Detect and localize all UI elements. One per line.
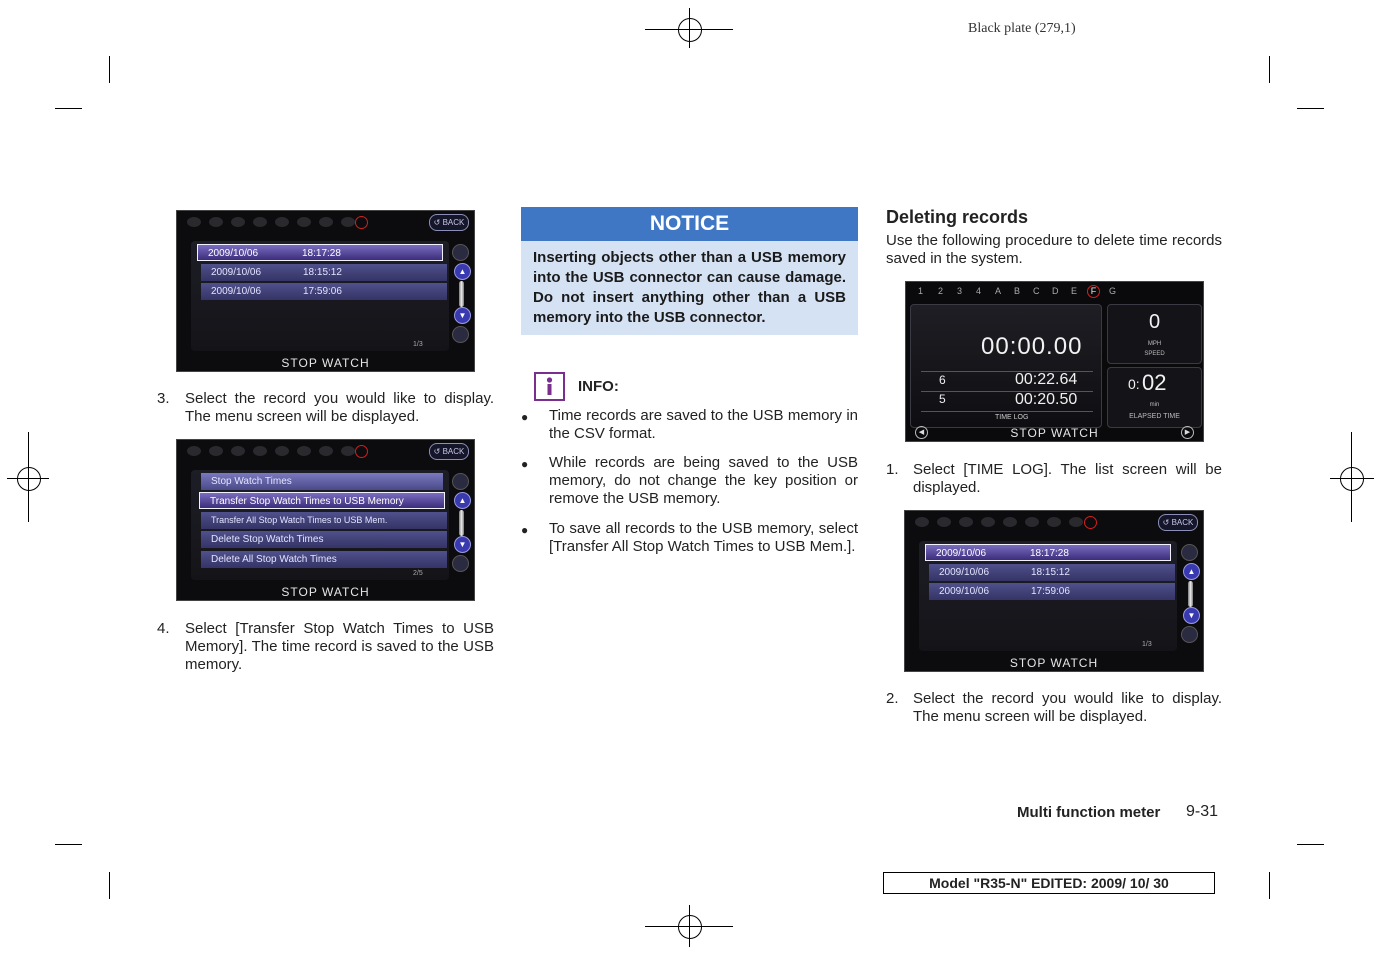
active-indicator-icon bbox=[1084, 516, 1097, 529]
scrollbar[interactable] bbox=[459, 281, 464, 307]
scroll-up-icon[interactable]: ▲ bbox=[454, 263, 471, 280]
elapsed-label: ELAPSED TIME bbox=[1129, 413, 1180, 420]
elapsed-panel bbox=[1107, 367, 1202, 428]
scroll-down-icon[interactable]: ▼ bbox=[454, 536, 471, 553]
speed-label: SPEED bbox=[1144, 351, 1165, 357]
timer-panel[interactable] bbox=[910, 304, 1102, 428]
menu-item[interactable]: Delete All Stop Watch Times bbox=[201, 551, 447, 568]
top-icon[interactable] bbox=[452, 473, 469, 490]
screen-title: STOP WATCH bbox=[281, 356, 370, 370]
info-icon bbox=[534, 372, 565, 401]
record-row[interactable]: 2009/10/06 18:17:28 bbox=[925, 544, 1171, 561]
page-number: 9-31 bbox=[1186, 803, 1219, 820]
screen-title: STOP WATCH bbox=[1009, 656, 1099, 670]
top-icon[interactable] bbox=[1181, 544, 1198, 561]
back-button[interactable]: ↺ BACK bbox=[429, 214, 469, 231]
scroll-up-icon[interactable]: ▲ bbox=[1183, 563, 1200, 580]
scroll-down-icon[interactable]: ▼ bbox=[1183, 607, 1200, 624]
page-indicator: 1/3 bbox=[413, 341, 423, 348]
prev-icon[interactable]: ◀ bbox=[915, 426, 928, 439]
info-bullet: To save all records to the USB memory, select [Transfer All Stop Watch Times to USB Mem.]. bbox=[549, 520, 858, 555]
step-3-text: Select the record you would like to display. The menu screen will be displayed. bbox=[185, 390, 494, 425]
screen-record-list-2 bbox=[904, 510, 1204, 672]
step-number: 3. bbox=[157, 390, 170, 407]
record-row[interactable]: 2009/10/06 17:59:06 bbox=[929, 583, 1175, 600]
step-4-text: Select [Transfer Stop Watch Times to USB Memory]. The time record is saved to the USB memory. bbox=[185, 620, 494, 673]
elapsed-unit: min bbox=[1149, 402, 1160, 408]
speed-value: 0 bbox=[1148, 311, 1161, 333]
gear-indicator: 1 2 3 4 A B C D E F G bbox=[918, 286, 1117, 296]
time-log-button[interactable]: TIME LOG bbox=[995, 414, 1029, 421]
screen-title: STOP WATCH bbox=[1010, 426, 1099, 440]
screen-record-list-1 bbox=[176, 210, 475, 372]
scrollbar[interactable] bbox=[1188, 581, 1193, 607]
notice-box bbox=[521, 207, 858, 335]
main-time: 00:00.00 bbox=[981, 333, 1083, 360]
bullet-icon: ● bbox=[521, 457, 529, 471]
menu-item-selected[interactable]: Transfer Stop Watch Times to USB Memory bbox=[199, 492, 445, 509]
step-1-text: Select [TIME LOG]. The list screen will be displayed. bbox=[913, 461, 1222, 496]
menu-item[interactable]: Delete Stop Watch Times bbox=[201, 531, 447, 548]
screen-menu bbox=[176, 439, 475, 601]
bullet-icon: ● bbox=[521, 410, 529, 424]
elapsed-prefix: 0: bbox=[1128, 376, 1140, 392]
record-row[interactable]: 2009/10/06 17:59:06 bbox=[201, 283, 447, 300]
active-gear: F bbox=[1087, 285, 1100, 298]
intro-text: Use the following procedure to delete time records saved in the system. bbox=[886, 232, 1222, 267]
model-footer: Model "R35-N" EDITED: 2009/ 10/ 30 bbox=[883, 872, 1215, 894]
record-row[interactable]: 2009/10/06 18:17:28 bbox=[197, 244, 443, 261]
lap-number: 5 bbox=[939, 392, 946, 406]
back-button[interactable]: ↺ BACK bbox=[429, 443, 469, 460]
step-number: 4. bbox=[157, 620, 170, 637]
back-button[interactable]: ↺ BACK bbox=[1158, 514, 1198, 531]
top-icon[interactable] bbox=[452, 244, 469, 261]
page-indicator: 2/5 bbox=[413, 570, 423, 577]
scroll-down-icon[interactable]: ▼ bbox=[454, 307, 471, 324]
lap-time: 00:22.64 bbox=[1015, 371, 1078, 388]
screen-title: STOP WATCH bbox=[281, 585, 370, 599]
active-indicator-icon bbox=[355, 445, 368, 458]
step-number: 2. bbox=[886, 690, 899, 707]
info-bullet: While records are being saved to the USB memory, do not change the key position or remove the USB memory. bbox=[549, 454, 858, 507]
speed-unit: MPH bbox=[1147, 341, 1162, 347]
bottom-icon[interactable] bbox=[452, 555, 469, 572]
record-row[interactable]: 2009/10/06 18:15:12 bbox=[929, 564, 1175, 581]
info-bullet: Time records are saved to the USB memory in the CSV format. bbox=[549, 407, 858, 442]
section-heading: Deleting records bbox=[886, 207, 1029, 227]
screen-topbar bbox=[177, 211, 474, 233]
section-footer: Multi function meter bbox=[1017, 804, 1161, 821]
bottom-icon[interactable] bbox=[452, 326, 469, 343]
menu-item[interactable]: Stop Watch Times bbox=[201, 473, 443, 490]
lap-time: 00:20.50 bbox=[1015, 391, 1078, 408]
active-indicator-icon bbox=[355, 216, 368, 229]
scroll-up-icon[interactable]: ▲ bbox=[454, 492, 471, 509]
lap-number: 6 bbox=[939, 373, 946, 387]
next-icon[interactable]: ▶ bbox=[1181, 426, 1194, 439]
elapsed-value: 02 bbox=[1142, 370, 1167, 395]
plate-label: Black plate (279,1) bbox=[968, 21, 1076, 36]
scrollbar[interactable] bbox=[459, 510, 464, 536]
info-title: INFO: bbox=[578, 378, 619, 395]
bottom-icon[interactable] bbox=[1181, 626, 1198, 643]
record-row[interactable]: 2009/10/06 18:15:12 bbox=[201, 264, 447, 281]
speed-panel bbox=[1107, 304, 1202, 364]
menu-item[interactable]: Transfer All Stop Watch Times to USB Mem. bbox=[201, 512, 447, 529]
notice-text: Inserting objects other than a USB memory into the USB connector can cause damage. Do not insert anything other than a USB memory into the USB connector. bbox=[521, 241, 858, 335]
bullet-icon: ● bbox=[521, 523, 529, 537]
notice-title: NOTICE bbox=[521, 207, 858, 241]
step-2-text: Select the record you would like to display. The menu screen will be displayed. bbox=[913, 690, 1222, 725]
step-number: 1. bbox=[886, 461, 899, 478]
page-indicator: 1/3 bbox=[1142, 641, 1152, 648]
screen-topbar bbox=[905, 511, 1203, 533]
screen-stopwatch bbox=[905, 281, 1204, 442]
screen-topbar bbox=[177, 440, 474, 462]
